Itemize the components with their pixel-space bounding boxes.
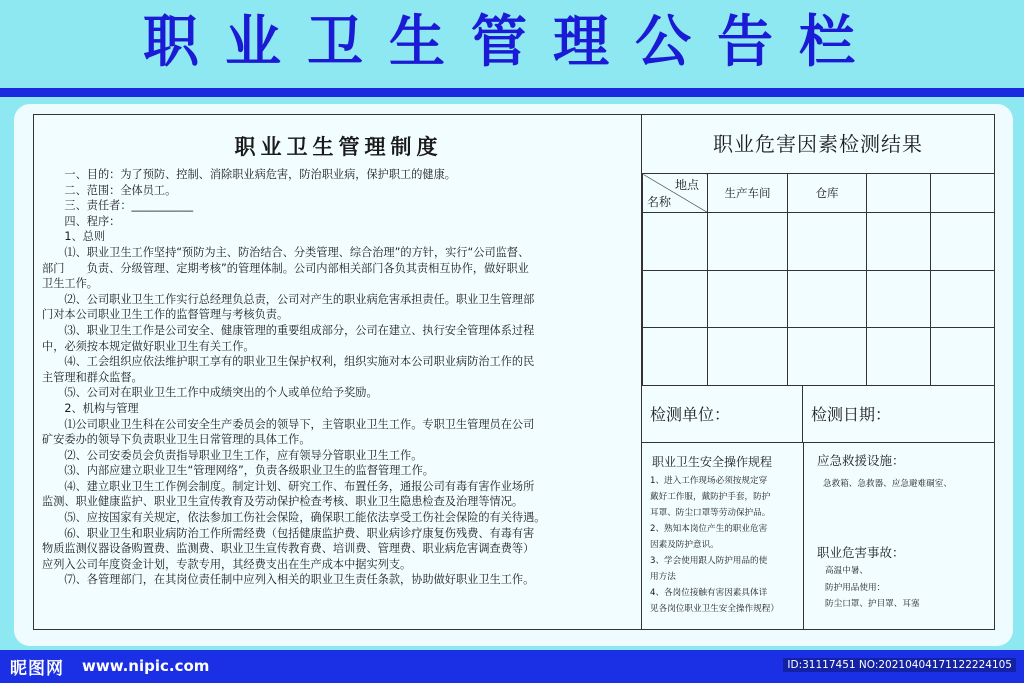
- results-table: [642, 173, 995, 386]
- text-line: ⑺、各管理部门，在其岗位责任制中应列入相关的职业卫生责任条款，协助做好职业卫生工作。: [42, 573, 535, 587]
- text-line: ⑴、职业卫生工作坚持“预防为主、防治结合、分类管理、综合治理”的方针，实行“公司监督、: [42, 245, 530, 259]
- accidents-title: 职业危害事故：: [817, 545, 905, 560]
- emergency-items: 急救箱、急救器、应急避难硐室、: [823, 479, 952, 489]
- table-cell[interactable]: [788, 271, 867, 328]
- banner-divider: [0, 88, 1024, 97]
- column-header: 仓库: [788, 174, 867, 213]
- text-line: 卫生工作。: [42, 277, 98, 291]
- text-line: ⑷、建立职业卫生工作例会制度。制定计划、研究工作、布置任务，通报公司有毒有害作业场所: [42, 479, 535, 493]
- text-line: ⑷、工会组织应依法维护职工享有的职业卫生保护权利，组织实施对本公司职业病防治工作的民: [42, 355, 535, 369]
- column-header: [931, 174, 995, 213]
- watermark-logo: 昵图网: [10, 659, 64, 679]
- table-corner-header: [643, 174, 708, 213]
- testing-date-label: 检测日期：: [811, 405, 892, 424]
- text-line: 2、机构与管理: [42, 401, 139, 415]
- text-line: 耳罩、防尘口罩等劳动保护品。: [650, 508, 771, 518]
- text-line: 四、程序：: [42, 214, 121, 228]
- text-line: ⑸、应按国家有关规定，依法参加工伤社会保险，确保职工能依法享受工伤社会保险的有关待遇。: [42, 511, 546, 525]
- header-location: 地点: [674, 178, 699, 192]
- table-cell[interactable]: [867, 213, 931, 271]
- table-cell[interactable]: [708, 271, 788, 328]
- text-line: 1、总则: [42, 230, 106, 244]
- text-line: 应列入公司年度资金计划，专款专用，其经费支出在生产成本中据实列支。: [42, 557, 412, 571]
- text-line: 高温中暑、: [825, 566, 868, 576]
- table-cell[interactable]: [708, 328, 788, 386]
- watermark-url: www.nipic.com: [82, 657, 210, 675]
- column-header: 生产车间: [708, 174, 788, 213]
- procedures-title: 职业卫生安全操作规程: [652, 455, 773, 469]
- accidents-text: [825, 563, 920, 613]
- text-line: ⑹、职业卫生和职业病防治工作所需经费（包括健康监护费、职业病诊疗康复伤残费、有毒有害: [42, 526, 535, 540]
- table-cell[interactable]: [931, 328, 995, 386]
- text-line: 防尘口罩、护目罩、耳塞: [825, 599, 920, 609]
- table-cell[interactable]: [643, 271, 708, 328]
- text-line: 用方法: [650, 572, 676, 582]
- procedures-section: [642, 443, 804, 630]
- text-line: 三、责任者：___________: [42, 199, 194, 213]
- results-title: 职业危害因素检测结果: [713, 132, 923, 156]
- emergency-title: 应急救援设施：: [817, 453, 905, 468]
- table-cell[interactable]: [788, 328, 867, 386]
- text-line: 戴好工作服，戴防护手套，防护: [650, 492, 771, 502]
- table-cell[interactable]: [867, 328, 931, 386]
- table-cell[interactable]: [708, 213, 788, 271]
- testing-unit-label: 检测单位：: [642, 386, 803, 443]
- watermark-bar: [0, 650, 1024, 683]
- text-line: 防护用品使用：: [825, 582, 886, 593]
- text-line: 2、熟知本岗位产生的职业危害: [650, 524, 768, 534]
- text-line: 3、学会使用跟人防护用品的使: [650, 556, 768, 566]
- regulations-panel: [33, 114, 642, 630]
- text-line: 因素及防护意识。: [650, 540, 719, 550]
- text-line: ⑶、内部应建立职业卫生“管理网络”，负责各级职业卫生的监督管理工作。: [42, 464, 434, 478]
- table-cell[interactable]: [643, 213, 708, 271]
- table-cell[interactable]: [931, 271, 995, 328]
- text-line: ⑶、职业卫生工作是公司安全、健康管理的重要组成部分，公司在建立、执行安全管理体系过程: [42, 323, 535, 337]
- regulations-title: 职业卫生管理制度: [234, 135, 443, 159]
- regulations-text: [42, 167, 634, 588]
- text-line: 矿安委办的领导下负责职业卫生日常管理的具体工作。: [42, 433, 311, 447]
- text-line: ⑸、公司对在职业卫生工作中成绩突出的个人或单位给予奖励。: [42, 386, 378, 400]
- header-name: 名称: [647, 195, 672, 209]
- table-cell[interactable]: [867, 271, 931, 328]
- table-cell[interactable]: [643, 328, 708, 386]
- text-line: 1、进入工作现场必须按规定穿: [650, 476, 768, 486]
- table-cell[interactable]: [788, 213, 867, 271]
- table-cell[interactable]: [931, 213, 995, 271]
- results-panel: [641, 114, 995, 630]
- text-line: 部门 负责、分级管理、定期考核”的管理体制。公司内部相关部门各负其责相互协作，做好职业: [42, 261, 529, 275]
- info-area: [642, 442, 994, 630]
- text-line: ⑴公司职业卫生科在公司安全生产委员会的领导下，主管职业卫生工作。专职卫生管理员在公司: [42, 417, 535, 431]
- testing-info-row: [642, 385, 994, 443]
- column-header: [867, 174, 931, 213]
- procedures-text: [650, 473, 800, 617]
- text-line: 4、各岗位接触有害因素具体详: [650, 588, 768, 598]
- text-line: 物质监测仪器设备购置费、监测费、职业卫生宣传教育费、培训费、管理费、职业病危害调查费等）: [42, 542, 535, 556]
- text-line: 见各岗位职业卫生安全操作规程）: [650, 604, 779, 614]
- text-line: 监测、职业健康监护、职业卫生宣传教育及劳动保护检查考核、职业卫生隐患检查及治理等情况。: [42, 495, 524, 509]
- text-line: 主管理和群众监督。: [42, 370, 143, 384]
- banner-title: 职业卫生管理公告栏: [143, 10, 881, 75]
- watermark-id: ID:31117451 NO:20210404171122224105: [783, 658, 1016, 672]
- text-line: 门对本公司职业卫生工作的监督管理与考核负责。: [42, 308, 289, 322]
- text-line: ⑵、公司安委员会负责指导职业卫生工作，应有领导分管职业卫生工作。: [42, 448, 423, 462]
- text-line: 中，必须按本规定做好职业卫生有关工作。: [42, 339, 255, 353]
- emergency-section: [803, 443, 994, 630]
- text-line: 一、目的：为了预防、控制、消除职业病危害，防治职业病，保护职工的健康。: [42, 168, 456, 181]
- text-line: ⑵、公司职业卫生工作实行总经理负总责，公司对产生的职业病危害承担责任。职业卫生管理部: [42, 292, 535, 306]
- text-line: 二、范围：全体员工。: [42, 183, 177, 197]
